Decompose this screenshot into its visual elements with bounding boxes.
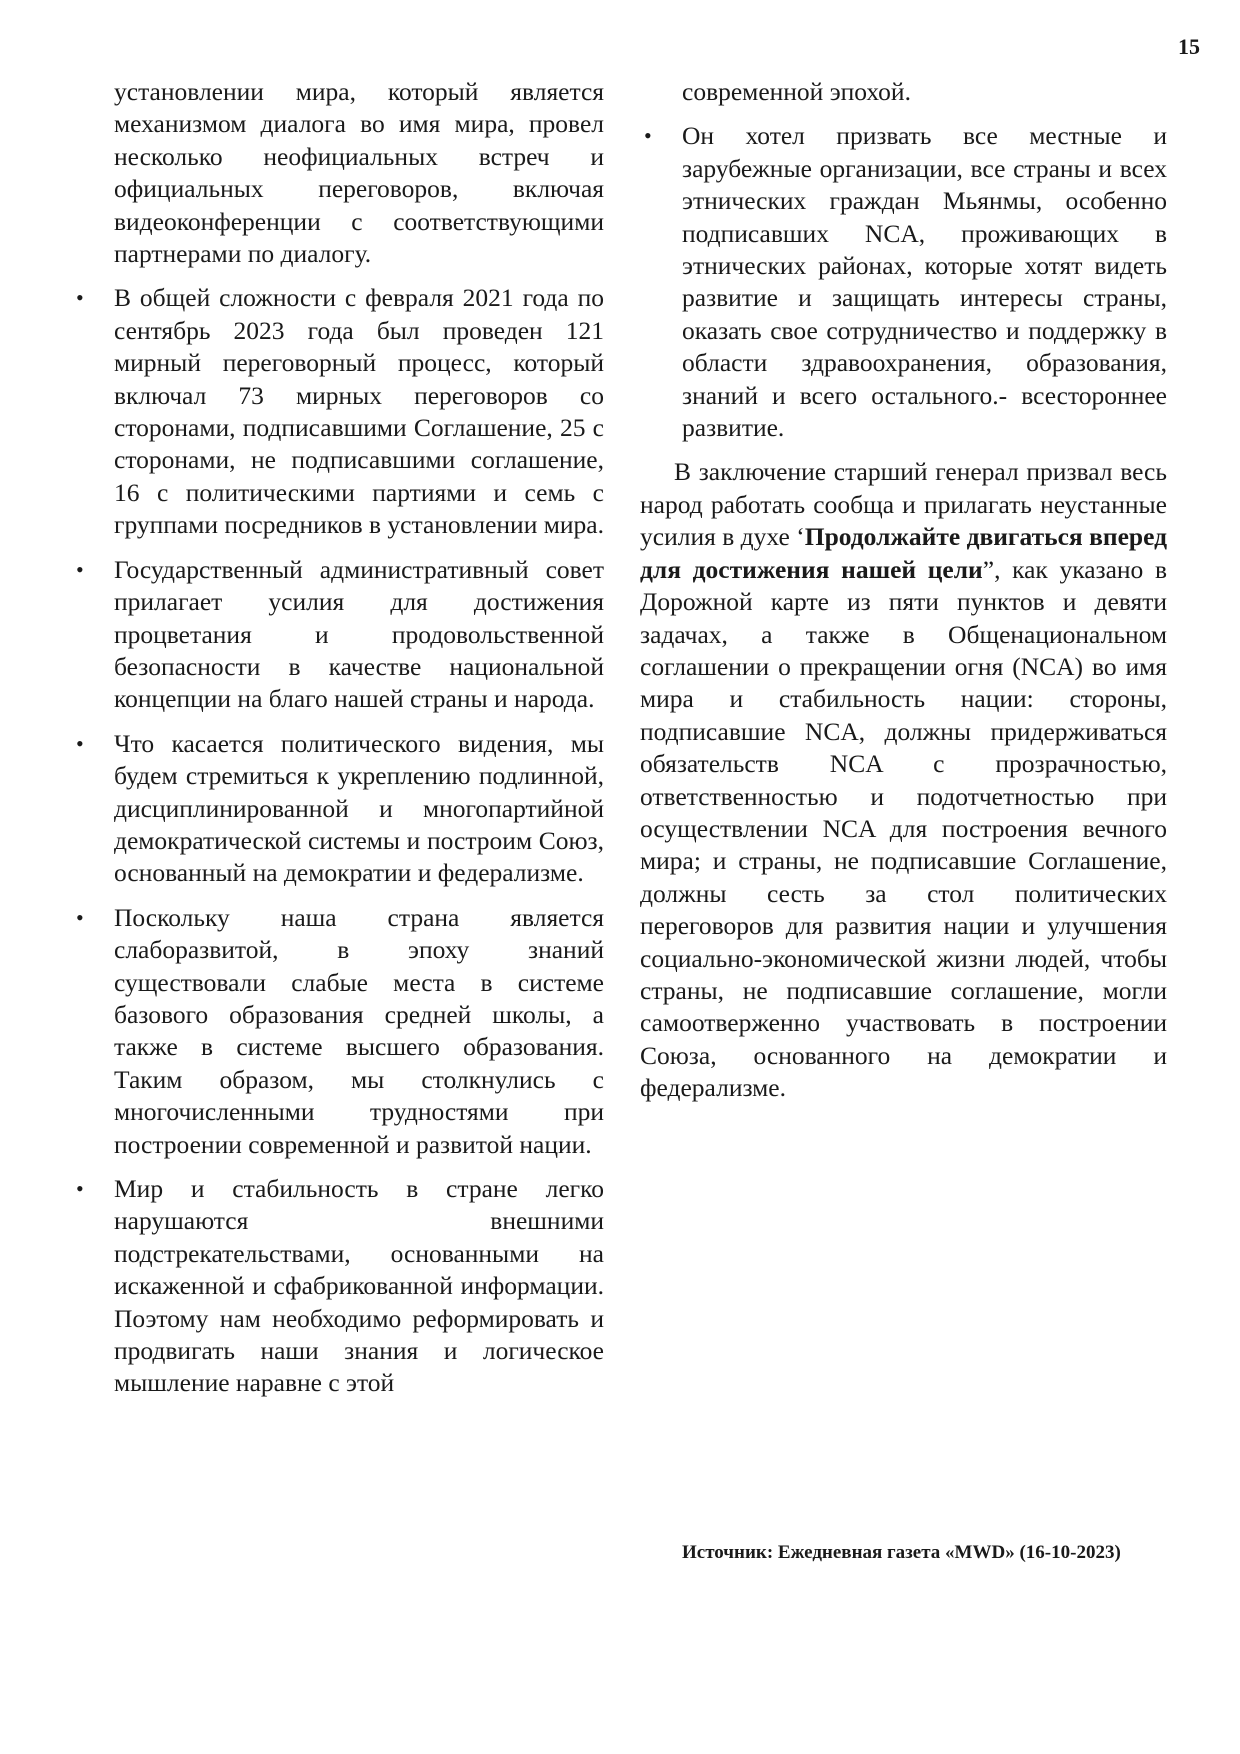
right-column <box>640 76 1167 1105</box>
conclusion-paragraph <box>640 456 1167 1104</box>
bullet-education: • Поскольку наша страна является слаборазвитой, в эпоху знаний существовали слабые места в системе базового образования средней школы, а также в системе высшего образования. Таким образом, мы столкнулись с многочисленными трудностями при построении современной и развитой нации. <box>72 902 604 1161</box>
bullet-political-vision: • Что касается политического видения, мы будем стремиться к укреплению подлинной, дисциплинированной и многопартийной демократической системы и построим Союз, основанный на демократии и федерализме. <box>72 728 604 890</box>
conclusion-motto: Продолжайте двигаться вперед для достижения нашей цели <box>640 522 1167 584</box>
conclusion-text-end: ”, как указано в Дорожной карте из пяти пунктов и девяти задачах, а также в Общенациональном соглашении о прекращении огня (NCA) во имя мира и стабильность нации: стороны, подписавшие NCA, должны придерживаться обязательств NCA с прозрачностью, ответственностью и подотчетностью при осуществлении NCA для построения вечного мира; и страны, не подписавшие Соглашение, должны сесть за стол политических переговоров для развития нации и улучшения социально-экономической жизни людей, чтобы страны, не подписавшие соглашение, могли самоотверженно участвовать в построении Союза, основанного на демократии и федерализме. <box>640 554 1167 1103</box>
left-paragraph-continued: установлении мира, который является механизмом диалога во имя мира, провел несколько неофициальных встреч и официальных переговоров, включая видеоконференции с соответствующими партнерами по диалогу. <box>114 77 604 269</box>
conclusion-text-start: В заключение старший генерал призвал весь народ работать сообща и прилагать неустанные усилия в духе ‘ <box>640 457 1167 552</box>
source-citation: Источник: Ежедневная газета «MWD» (16-10-2023) <box>682 1542 1121 1563</box>
right-bullet-list <box>640 76 1167 444</box>
bullet-cooperation-appeal: • Он хотел призвать все местные и зарубежные организации, все страны и всех этнических граждан Мьянмы, особенно подписавших NCA, проживающих в этнических районах, которые хотят видеть развитие и защищать интересы страны, оказать свое сотрудничество и поддержку в области здравоохранения, образования, знаний и всего остального.- всестороннее развитие. <box>640 120 1167 444</box>
bullet-peace-talks-stats: • В общей сложности с февраля 2021 года по сентябрь 2023 года был проведен 121 мирный переговорный процесс, который включал 73 мирных переговоров со сторонами, подписавшими Соглашение, 25 с сторонами, не подписавшими соглашение, 16 с политическими партиями и семь с группами посредников в установлении мира. <box>72 282 604 541</box>
bullet-peace-stability: • Мир и стабильность в стране легко нарушаются внешними подстрекательствами, основанными на искаженной и сфабрикованной информации. Поэтому нам необходимо реформировать и продвигать наши знания и логическое мышление наравне с этой <box>72 1173 604 1400</box>
left-column <box>72 76 604 1412</box>
right-paragraph-continued: современной эпохой. <box>682 77 911 106</box>
page-number: 15 <box>1178 34 1200 59</box>
left-bullet-list <box>72 76 604 1400</box>
bullet-food-security: • Государственный административный совет прилагает усилия для достижения процветания и продовольственной безопасности в качестве национальной концепции на благо нашей страны и народа. <box>72 554 604 716</box>
